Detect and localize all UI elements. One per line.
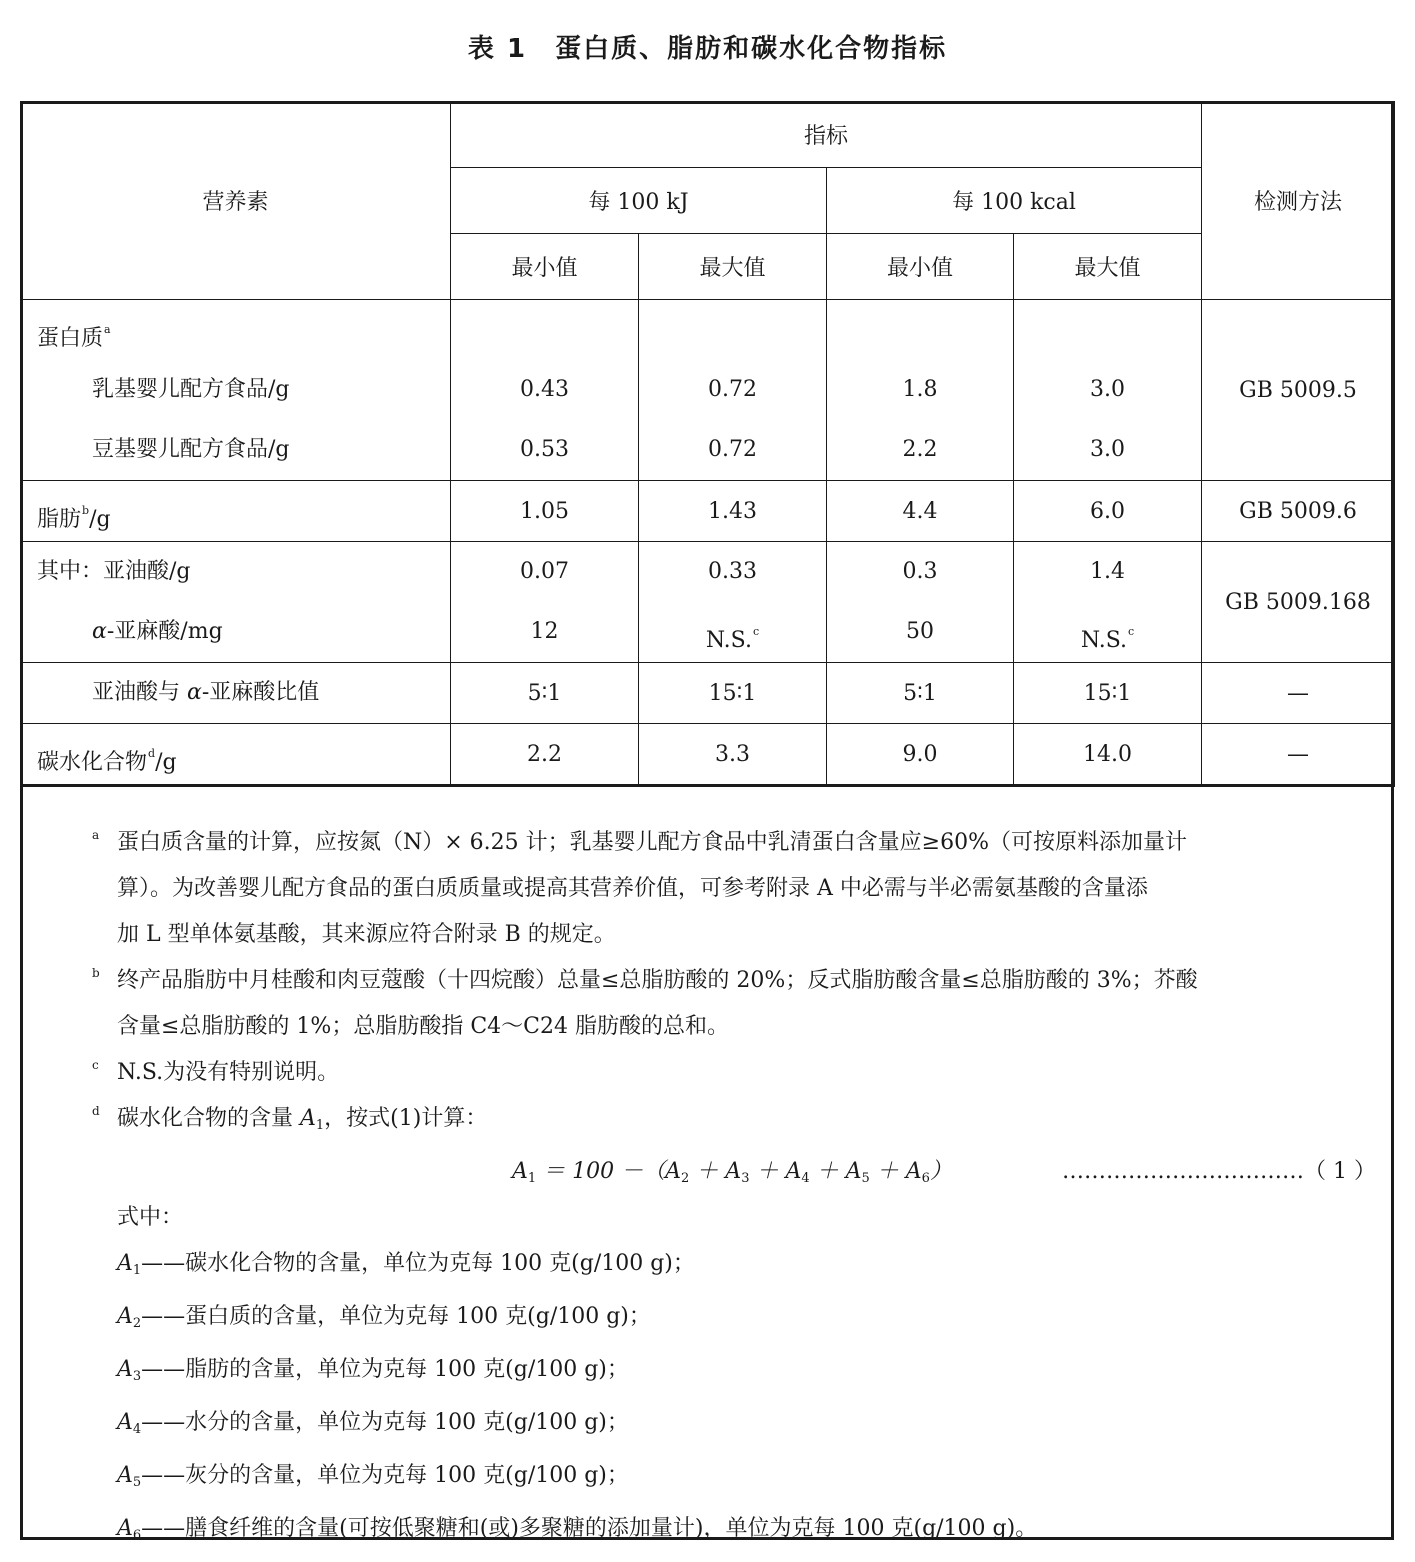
footnote-a: a 蛋白质含量的计算，应按氮（N）× 6.25 计；乳基婴儿配方食品中乳清蛋白含量应≥60%（可按原料添加量计 算）。为改善婴儿配方食品的蛋白质质量或提高其营养价值，可参考附录 A 中必需与半必需氨基酸的含量添 加 L 型单体氨基酸，其来源应符合附录 B 的规定。 <box>20 820 1394 958</box>
definition-a1: $A_1——$碳水化合物的含量，单位为克每 100 克(g/100 g)； <box>117 1251 695 1278</box>
footnote-c: c N.S.为没有特别说明。 <box>20 1050 1394 1096</box>
footnotes <box>20 820 1394 1559</box>
where-label: 式中： <box>117 1205 184 1230</box>
definition-a6: $A_6——$膳食纤维的含量(可按低聚糖和(或)多聚糖的添加量计)，单位为克每 100 克(g/100 g)。 <box>117 1516 1038 1543</box>
protein-label: 蛋白质$^a$ <box>37 323 111 351</box>
protein-method: GB 5009.5 <box>1202 300 1395 481</box>
footnote-mark-d: d <box>92 1104 100 1118</box>
footnote-mark-c: c <box>92 1058 99 1072</box>
header-per-kj: 每 100 kJ <box>451 168 827 234</box>
nutrient-table <box>20 101 1395 787</box>
definition-a3: $A_3——$脂肪的含量，单位为克每 100 克(g/100 g)； <box>117 1357 629 1384</box>
ratio-kj-max: 15∶1 <box>639 663 827 724</box>
fat-kj-max: 1.43 <box>639 481 827 542</box>
protein-kj-max: 0.72 0.72 <box>639 300 827 481</box>
alpha-linolenic-label: α-亚麻酸/mg <box>92 619 223 644</box>
fatty-kcal-min: 0.3 50 <box>827 542 1014 663</box>
header-kj-min: 最小值 <box>451 234 639 300</box>
formula-expression: $A_1 = 100 -(A_2 + A_3 + A_4 + A_5 + A_6)$ <box>512 1159 952 1186</box>
definition-a4: $A_4——$水分的含量，单位为克每 100 克(g/100 g)； <box>117 1410 629 1437</box>
formula-number: ……………………………（ 1 ） <box>1062 1159 1376 1184</box>
definition-a5: $A_5——$灰分的含量，单位为克每 100 克(g/100 g)； <box>117 1463 629 1490</box>
protein-kcal-max: 3.0 3.0 <box>1014 300 1202 481</box>
header-kcal-min: 最小值 <box>827 234 1014 300</box>
header-per-kcal: 每 100 kcal <box>827 168 1202 234</box>
carb-kj-min: 2.2 <box>451 724 639 786</box>
carb-label: 碳水化合物$^d$/g <box>21 724 451 786</box>
footnote-b: b 终产品脂肪中月桂酸和肉豆蔻酸（十四烷酸）总量≤总脂肪酸的 20%；反式脂肪酸含量≤总脂肪酸的 3%；芥酸 含量≤总脂肪酸的 1%；总脂肪酸指 C4～C24 脂肪酸的总和。 <box>20 958 1394 1050</box>
footnote-d: d 碳水化合物的含量 $A_1$，按式(1)计算： <box>20 1096 1394 1149</box>
carb-kcal-max: 14.0 <box>1014 724 1202 786</box>
fat-method: GB 5009.6 <box>1202 481 1395 542</box>
fatty-kj-max: 0.33 N.S.$^c$ <box>639 542 827 663</box>
table-title: 表 1 蛋白质、脂肪和碳水化合物指标 <box>467 34 948 64</box>
protein-kj-min: 0.43 0.53 <box>451 300 639 481</box>
header-kj-max: 最大值 <box>639 234 827 300</box>
protein-milk-label: 乳基婴儿配方食品/g <box>92 377 290 402</box>
fatty-kj-min: 0.07 12 <box>451 542 639 663</box>
header-kcal-max: 最大值 <box>1014 234 1202 300</box>
header-method: 检测方法 <box>1202 102 1395 300</box>
fatty-acid-labels <box>21 542 451 663</box>
fat-kj-min: 1.05 <box>451 481 639 542</box>
ratio-label: 亚油酸与 α-亚麻酸比值 <box>21 663 451 724</box>
ratio-method: — <box>1202 663 1395 724</box>
fat-label: 脂肪$^b$/g <box>21 481 451 542</box>
ratio-kcal-min: 5∶1 <box>827 663 1014 724</box>
protein-kcal-min: 1.8 2.2 <box>827 300 1014 481</box>
fat-kcal-min: 4.4 <box>827 481 1014 542</box>
footnote-mark-a: a <box>92 828 100 842</box>
ratio-kcal-max: 15∶1 <box>1014 663 1202 724</box>
footnote-mark-b: b <box>92 966 100 980</box>
fatty-acid-method: GB 5009.168 <box>1202 542 1395 663</box>
linoleic-label: 其中：亚油酸/g <box>37 559 191 584</box>
carb-kcal-min: 9.0 <box>827 724 1014 786</box>
header-indicator: 指标 <box>451 102 1202 168</box>
carb-kj-max: 3.3 <box>639 724 827 786</box>
ratio-kj-min: 5∶1 <box>451 663 639 724</box>
carb-method: — <box>1202 724 1395 786</box>
fatty-kcal-max: 1.4 N.S.$^c$ <box>1014 542 1202 663</box>
definition-a2: $A_2——$蛋白质的含量，单位为克每 100 克(g/100 g)； <box>117 1304 651 1331</box>
fat-kcal-max: 6.0 <box>1014 481 1202 542</box>
header-nutrient: 营养素 <box>21 102 451 300</box>
formula-1 <box>20 1149 1394 1195</box>
protein-labels <box>21 300 451 481</box>
protein-soy-label: 豆基婴儿配方食品/g <box>92 437 290 462</box>
